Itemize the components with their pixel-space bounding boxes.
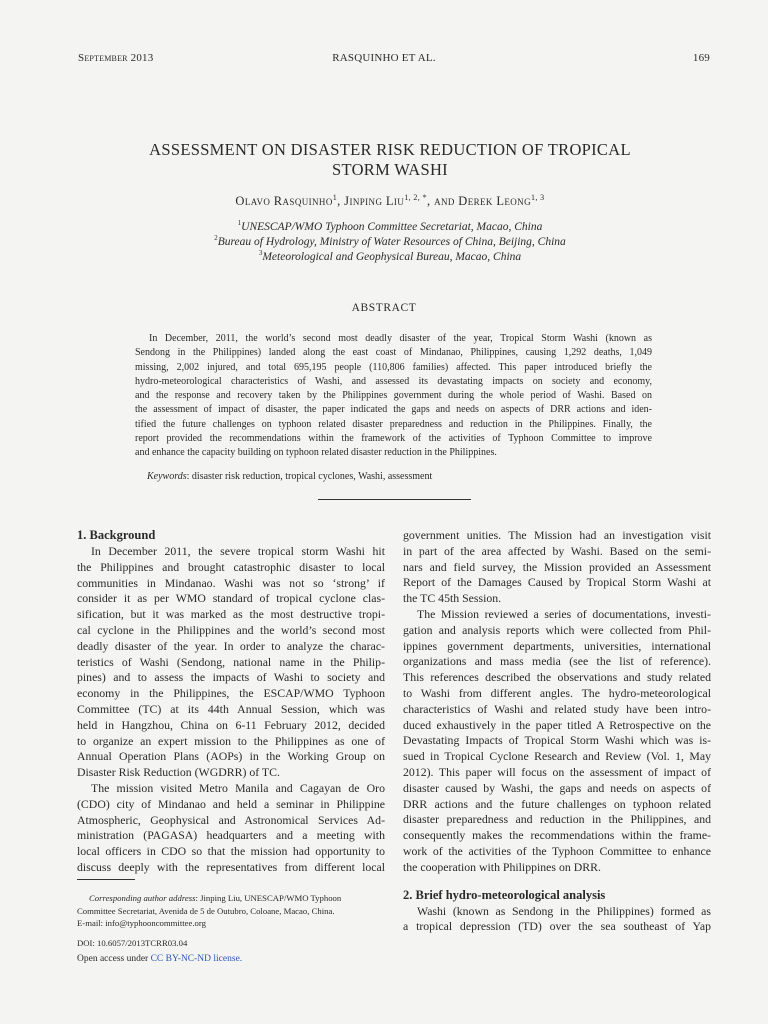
footnote-text: : Jinping Liu, UNESCAP/WMO Typhoon [195,893,342,903]
body-line: communities in Mindanao. Washi was not so ‘strong’ if [77,575,385,590]
body-line: the TC 45th Session. [403,591,502,606]
body-line: Committee (TC) at its 44th Annual Session, which was [77,701,385,716]
body-line: organizations and mass media (see the list of reference). [403,654,711,669]
body-line: to organize an expert mission to the Philippines as one of [77,733,385,748]
abstract-line: hydro-meteorological characteristics of Washi, and assessed its devastating impacts on society and economy, [135,375,652,387]
body-line: government unities. The Mission had an investigation visit [403,528,711,542]
body-line: the Philippines and brought catastrophic disaster to local [77,559,385,574]
paragraph-gap [403,876,711,888]
abstract-line: and enhance the capacity building on typhoon related disaster reduction in the Philippines. [135,447,497,459]
abstract-heading: ABSTRACT [351,302,417,314]
body-line: DRR actions and the future challenges on typhoon related [403,796,711,811]
paper-title [100,140,680,180]
license-link[interactable]: CC BY-NC-ND license. [150,954,243,964]
body-line: disaster caused by Washi, the gaps and needs on aspects of [403,780,711,795]
abstract-body [135,332,652,461]
running-header-authors: RASQUINHO ET AL. [332,52,436,64]
abstract-line: tified the future challenges on typhoon related disaster preparedness and reduction in the Philippines. Finally, the [135,418,652,430]
footnote-label: Corresponding author address [89,893,196,903]
body-line: sued in Tropical Cyclone Research and Review (Vol. 1, May [403,749,711,764]
keywords-text: : disaster risk reduction, tropical cyclones, Washi, assessment [186,471,433,482]
body-line: gation and analysis reports which were collected from Phil- [403,622,711,637]
affiliation [100,246,680,265]
body-line: (CDO) city of Mindanao and held a seminar in Philippine [77,796,385,811]
abstract-line: missing, 2,002 injured, and total 695,195 people (110,806 families) affected. This paper introduced briefly the [135,361,652,373]
affiliation-number: 1 [237,219,242,227]
author-affiliation-mark: 1, 3 [530,193,545,202]
body-line: disaster preparedness and reduction in the Philippines, and [403,812,711,827]
author-name: , and Derek Leong [427,194,531,209]
body-line: economy in the Philippines, the ESCAP/WMO Typhoon [77,686,385,701]
affiliation-number: 3 [258,249,263,257]
body-line: 2012). This paper will focus on the assessment of impact of [403,764,711,779]
page-number: 169 [692,52,710,64]
doi: DOI: 10.6057/2013TCRR03.04 [77,938,188,948]
keywords [147,471,432,482]
body-line: Disaster Risk Reduction (WGDRR) of TC. [77,765,280,780]
body-line: in part of the area affected by Washi. Based on the semi- [403,543,711,558]
body-line: local officers in CDO so that the mission had opportunity to [77,844,385,859]
left-column [77,528,385,876]
body-line: The Mission reviewed a series of documentations, investi- [417,606,711,621]
body-line: consider it as per WMO standard of tropical cyclone clas- [77,591,385,606]
body-line: the cooperation with Philippines on DRR. [403,859,601,874]
body-line: duced exhaustively in the paper titled A Retrospective on the [403,717,711,732]
body-line: cal cyclone in the Philippines and the world’s second most [77,622,385,637]
abstract-line: Sendong in the Philippines) landed along the east coast of Mindanao, Philippines, causing 1,292 deaths, 1,049 [135,347,652,359]
paper-title-line-1: ASSESSMENT ON DISASTER RISK REDUCTION OF TROPICAL [149,140,631,159]
open-access-notice [77,954,242,964]
body-line: work of the activities of the Typhoon Committee to enhance [403,843,711,858]
body-line: Washi (known as Sendong in the Philippines) formed as [417,903,711,918]
body-line: pines) and to assess the impacts of Washi to society and [77,670,385,685]
body-line: In December 2011, the severe tropical storm Washi hit [91,544,385,558]
body-line: This references described the observations and study related [403,670,711,685]
footnote-line: Committee Secretariat, Avenida de 5 de Outubro, Coloane, Macao, China. [77,905,335,916]
body-line: Report of the Damages Caused by Tropical Storm Washi at [403,575,711,590]
paper-title-line-2: STORM WASHI [332,160,448,179]
author-name: Olavo Rasquinho [235,194,333,209]
body-line: sification, but it was marked as the most destructive tropi- [77,607,385,622]
footnote-email: E-mail: info@typhooncommittee.org [77,918,206,928]
footnote-line [77,892,393,905]
section-divider [318,499,471,500]
body-line: characteristics of Washi and related study have been intro- [403,701,711,716]
body-line: teristics of Washi (Sendong, national name in the Philip- [77,654,385,669]
body-line: The mission visited Metro Manila and Cagayan de Oro [91,780,385,795]
body-line: ministration (PAGASA) headquarters and a meeting with [77,828,385,843]
body-line: ippines government departments, universities, international [403,638,711,653]
right-column [403,528,711,935]
author-list [100,193,680,209]
body-line: nars and field survey, the Mission provided an Assessment [403,559,711,574]
section-heading-analysis: 2. Brief hydro-meteorological analysis [403,887,606,902]
body-line: Atmospheric, Geophysical and Astronomical Services Ad- [77,812,385,827]
author-affiliation-mark: 1 [332,193,338,202]
abstract-line: In December, 2011, the world’s second most deadly disaster of the year, Tropical Storm Washi (known as [149,333,652,344]
affiliation-text: Bureau of Hydrology, Ministry of Water Resources of China, Beijing, China [217,235,566,248]
affiliation-text: Meteorological and Geophysical Bureau, Macao, China [262,250,522,263]
body-line: deadly disaster of the year. In order to analyze the charac- [77,638,385,653]
running-header-date: September 2013 [78,52,154,64]
section-heading-background: 1. Background [77,528,156,542]
footnote [77,892,393,930]
body-line: discuss deeply with the representatives from different local [77,859,385,874]
abstract-line: and the response and recovery taken by the Philippines government during the whole period of Washi. Based on [135,390,652,402]
author-name: , Jinping Liu [337,194,405,209]
body-line: a tropical depression (TD) over the sea southeast of Yap [403,919,711,934]
body-line: Devastating Impacts of Tropical Storm Washi which was is- [403,733,711,748]
author-affiliation-mark: 1, 2, * [404,193,428,202]
affiliation-number: 2 [214,234,218,242]
abstract-line: report provided the recommendations within the framework of the activities of Typhoon Committee to improve [135,433,652,445]
affiliation-text: UNESCAP/WMO Typhoon Committee Secretariat, Macao, China [241,220,543,233]
body-line: to Washi from different angles. The hydro-meteorological [403,685,711,700]
body-line: Annual Operation Plans (AOPs) in the Working Group on [77,749,385,764]
body-line: consequently makes the recommendations within the frame- [403,828,711,843]
body-line: held in Hangzhou, China on 6-11 February 2012, decided [77,717,385,732]
abstract-line: the assessment of impact of disaster, the paper indicated the gaps and needs on aspects of DRR actions and iden- [135,404,652,416]
keywords-label: Keywords [147,471,187,482]
open-access-prefix: Open access under [77,954,151,964]
footnote-rule [77,879,135,880]
